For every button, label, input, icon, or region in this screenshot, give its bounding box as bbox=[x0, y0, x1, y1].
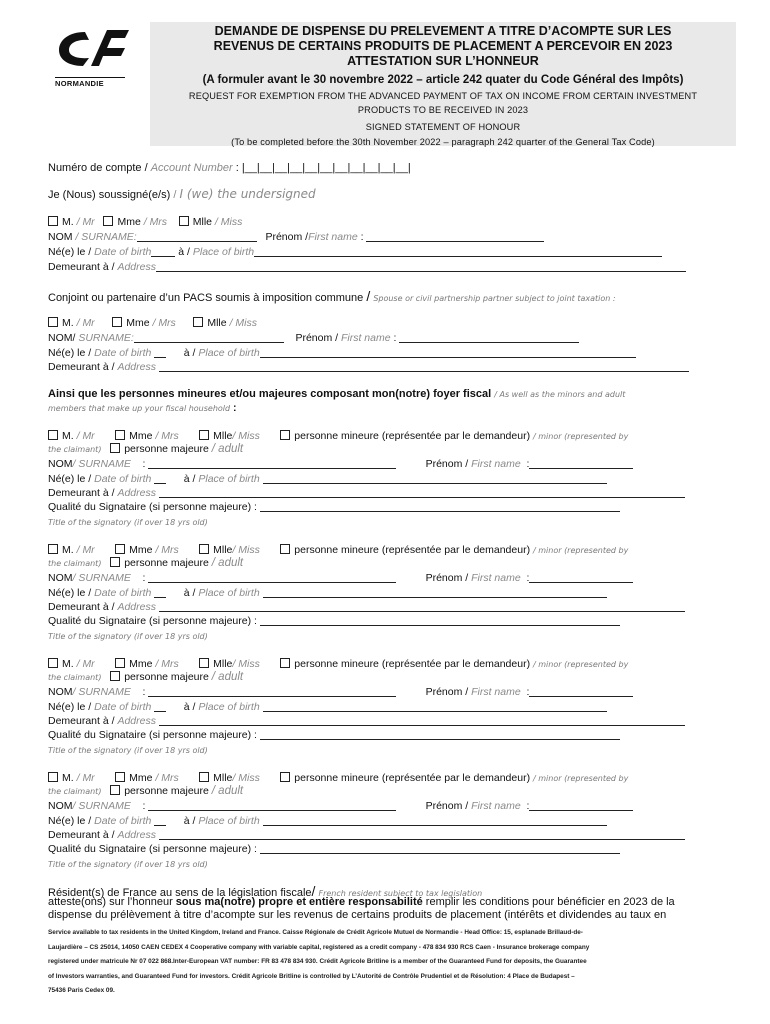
member-address-row[interactable]: Demeurant à / Address bbox=[48, 487, 685, 499]
title-en-1: REQUEST FOR EXEMPTION FROM THE ADVANCED PAYMENT OF TAX ON INCOME FROM CERTAIN INVESTMENT bbox=[188, 91, 698, 101]
member-qual-en: Title of the signatory (if over 18 yrs old) bbox=[48, 518, 208, 527]
member-birth-row[interactable]: Né(e) le / Date of birth à / Place of birth bbox=[48, 587, 607, 599]
title-en-2: PRODUCTS TO BE RECEIVED IN 2023 bbox=[357, 105, 529, 115]
member-birth-row[interactable]: Né(e) le / Date of birth à / Place of birth bbox=[48, 815, 607, 827]
checkbox-miss[interactable] bbox=[199, 430, 209, 440]
title-line-3: ATTESTATION SUR L’HONNEUR bbox=[347, 54, 539, 68]
member-qual-row[interactable]: Qualité du Signataire (si personne majeure) : bbox=[48, 729, 620, 741]
undersigned-label: Je (Nous) soussigné(e/s) bbox=[48, 189, 171, 201]
checkbox-miss[interactable] bbox=[193, 317, 203, 327]
member-qual-en: Title of the signatory (if over 18 yrs old) bbox=[48, 746, 208, 755]
household-heading-2: members that make up your fiscal household : bbox=[48, 402, 237, 414]
checkbox-minor[interactable] bbox=[280, 772, 290, 782]
checkbox-adult[interactable] bbox=[110, 785, 120, 795]
checkbox-mrs[interactable] bbox=[115, 544, 125, 554]
address-field[interactable] bbox=[156, 261, 686, 272]
checkbox-miss[interactable] bbox=[199, 772, 209, 782]
member-name-row[interactable]: NOM/ SURNAME : Prénom / First name : bbox=[48, 458, 633, 470]
member-qual-row[interactable]: Qualité du Signataire (si personne majeure) : bbox=[48, 615, 620, 627]
p1-birth-row[interactable]: Né(e) le / Date of birth à / Place of birth bbox=[48, 246, 662, 258]
p2-address-row[interactable]: Demeurant à / Address bbox=[48, 361, 689, 373]
checkbox-miss[interactable] bbox=[199, 658, 209, 668]
checkbox-mrs[interactable] bbox=[103, 216, 113, 226]
member-title-row[interactable]: M. / Mr Mme / Mrs Mlle/ Miss personne mineure (représentée par le demandeur) / minor (represented by bbox=[48, 658, 628, 670]
checkbox-minor[interactable] bbox=[280, 430, 290, 440]
checkbox-mr[interactable] bbox=[48, 430, 58, 440]
checkbox-mrs[interactable] bbox=[112, 317, 122, 327]
checkbox-minor[interactable] bbox=[280, 544, 290, 554]
footer-line: Service available to tax residents in the United Kingdom, Ireland and France. Caisse Régionale de Crédit Agricole Mutuel de Normandie - Head Office: 15, esplanade Brillaud-de- bbox=[48, 929, 583, 936]
checkbox-adult[interactable] bbox=[110, 443, 120, 453]
p1-address-row[interactable]: Demeurant à / Address bbox=[48, 261, 686, 273]
p2-birth-row[interactable]: Né(e) le / Date of birth à / Place of birth bbox=[48, 347, 636, 359]
p1-title-row[interactable]: M. / Mr Mme / Mrs Mlle / Miss bbox=[48, 216, 242, 228]
p1-name-row[interactable]: NOM / SURNAME: Prénom /First name : bbox=[48, 231, 544, 243]
firstname-field[interactable] bbox=[366, 231, 544, 242]
p2-title-row[interactable]: M. / Mr Mme / Mrs Mlle / Miss bbox=[48, 317, 257, 329]
title-line-1: DEMANDE DE DISPENSE DU PRELEVEMENT A TITRE D’ACOMPTE SUR LES bbox=[214, 24, 672, 38]
member-adult-row[interactable]: the claimant) personne majeure / adult bbox=[48, 671, 244, 683]
account-label-en: Account Number bbox=[150, 162, 233, 174]
birthplace-field[interactable] bbox=[254, 246, 662, 257]
checkbox-mr[interactable] bbox=[48, 658, 58, 668]
logo bbox=[55, 26, 131, 88]
footer-line: of Investors warranties, and Guaranteed Fund for investors. Crédit Agricole Britline is controlled by L’Autorité de Contrôle Prudentiel et de Résolution: 4 Place de Budapest – bbox=[48, 972, 575, 980]
checkbox-mr[interactable] bbox=[48, 317, 58, 327]
title-line-4: (A formuler avant le 30 novembre 2022 – article 242 quater du Code Général des Impôts) bbox=[202, 74, 684, 86]
checkbox-mrs[interactable] bbox=[115, 430, 125, 440]
surname-field[interactable] bbox=[137, 231, 257, 242]
member-qual-en: Title of the signatory (if over 18 yrs old) bbox=[48, 860, 208, 869]
member-adult-row[interactable]: the claimant) personne majeure / adult bbox=[48, 785, 244, 797]
title-line-2: REVENUS DE CERTAINS PRODUITS DE PLACEMENT A PERCEVOIR EN 2023 bbox=[213, 39, 673, 53]
account-boxes[interactable]: : |__|__|__|__|__|__|__|__|__|__|__| bbox=[232, 162, 411, 174]
title-en-4: (To be completed before the 30th November 2022 – paragraph 242 quarter of the General Tax Code) bbox=[231, 137, 655, 147]
footer-line: 75436 Paris Cedex 09. bbox=[48, 987, 115, 994]
checkbox-mrs[interactable] bbox=[115, 772, 125, 782]
logo-subtitle: NORMANDIE bbox=[55, 77, 125, 88]
account-number-row[interactable]: Numéro de compte / Account Number : |__|__|__|__|__|__|__|__|__|__|__| bbox=[48, 162, 411, 174]
resident-line-1: atteste(ons) sur l’honneur sous ma(notre) propre et entière responsabilité remplir les conditions pour bénéficier en 2023 de la bbox=[48, 896, 675, 908]
footer-legal bbox=[48, 926, 748, 999]
checkbox-adult[interactable] bbox=[110, 557, 120, 567]
member-adult-row[interactable]: the claimant) personne majeure / adult bbox=[48, 557, 244, 569]
checkbox-miss[interactable] bbox=[199, 544, 209, 554]
member-birth-row[interactable]: Né(e) le / Date of birth à / Place of birth bbox=[48, 701, 607, 713]
member-name-row[interactable]: NOM/ SURNAME : Prénom / First name : bbox=[48, 572, 633, 584]
member-adult-row[interactable]: the claimant) personne majeure / adult bbox=[48, 443, 244, 455]
ca-logo-icon bbox=[55, 26, 131, 70]
member-address-row[interactable]: Demeurant à / Address bbox=[48, 601, 685, 613]
member-qual-row[interactable]: Qualité du Signataire (si personne majeure) : bbox=[48, 843, 620, 855]
checkbox-mr[interactable] bbox=[48, 216, 58, 226]
checkbox-minor[interactable] bbox=[280, 658, 290, 668]
member-title-row[interactable]: M. / Mr Mme / Mrs Mlle/ Miss personne mineure (représentée par le demandeur) / minor (represented by bbox=[48, 772, 628, 784]
title-en-3: SIGNED STATEMENT OF HONOUR bbox=[365, 122, 521, 132]
footer-line: Laujardière – CS 25014, 14050 CAEN CEDEX 4 Cooperative company with variable capital, registered as a credit company - 478 834 930 RCS Caen - Insurance brokerage company bbox=[48, 943, 590, 951]
member-title-row[interactable]: M. / Mr Mme / Mrs Mlle/ Miss personne mineure (représentée par le demandeur) / minor (represented by bbox=[48, 544, 628, 556]
checkbox-miss[interactable] bbox=[179, 216, 189, 226]
undersigned-label-en: I (we) the undersigned bbox=[179, 187, 316, 201]
spouse-heading: Conjoint ou partenaire d’un PACS soumis à imposition commune / Spouse or civil partnership partner subject to joint taxation : bbox=[48, 288, 616, 304]
undersigned-row: Je (Nous) soussigné(e/s) / I (we) the undersigned bbox=[48, 187, 316, 201]
checkbox-mrs[interactable] bbox=[115, 658, 125, 668]
p2-name-row[interactable]: NOM/ SURNAME: Prénom / First name : bbox=[48, 332, 579, 344]
resident-heading: Résident(s) de France au sens de la législation fiscale/ French resident subject to tax legislation bbox=[48, 883, 483, 899]
footer-line: registered under matricule Nr 07 022 868.Inter-European VAT number: FR 83 478 834 930. Crédit Agricole Britline is a member of the Guaranteed Fund for deposits, the Guarantee bbox=[48, 958, 587, 965]
checkbox-adult[interactable] bbox=[110, 671, 120, 681]
checkbox-mr[interactable] bbox=[48, 772, 58, 782]
member-birth-row[interactable]: Né(e) le / Date of birth à / Place of birth bbox=[48, 473, 607, 485]
member-title-row[interactable]: M. / Mr Mme / Mrs Mlle/ Miss personne mineure (représentée par le demandeur) / minor (represented by bbox=[48, 430, 628, 442]
checkbox-mr[interactable] bbox=[48, 544, 58, 554]
member-address-row[interactable]: Demeurant à / Address bbox=[48, 829, 685, 841]
resident-line-2: dispense du prélèvement à titre d’acompte sur les revenus de certains produits de placement (intérêts et dividendes au taux en bbox=[48, 909, 667, 921]
household-heading: Ainsi que les personnes mineures et/ou majeures composant mon(notre) foyer fiscal / As well as the minors and adult bbox=[48, 388, 626, 400]
header-box bbox=[150, 22, 736, 146]
member-qual-en: Title of the signatory (if over 18 yrs old) bbox=[48, 632, 208, 641]
member-address-row[interactable]: Demeurant à / Address bbox=[48, 715, 685, 727]
account-label: Numéro de compte bbox=[48, 162, 142, 174]
member-qual-row[interactable]: Qualité du Signataire (si personne majeure) : bbox=[48, 501, 620, 513]
member-name-row[interactable]: NOM/ SURNAME : Prénom / First name : bbox=[48, 686, 633, 698]
member-name-row[interactable]: NOM/ SURNAME : Prénom / First name : bbox=[48, 800, 633, 812]
